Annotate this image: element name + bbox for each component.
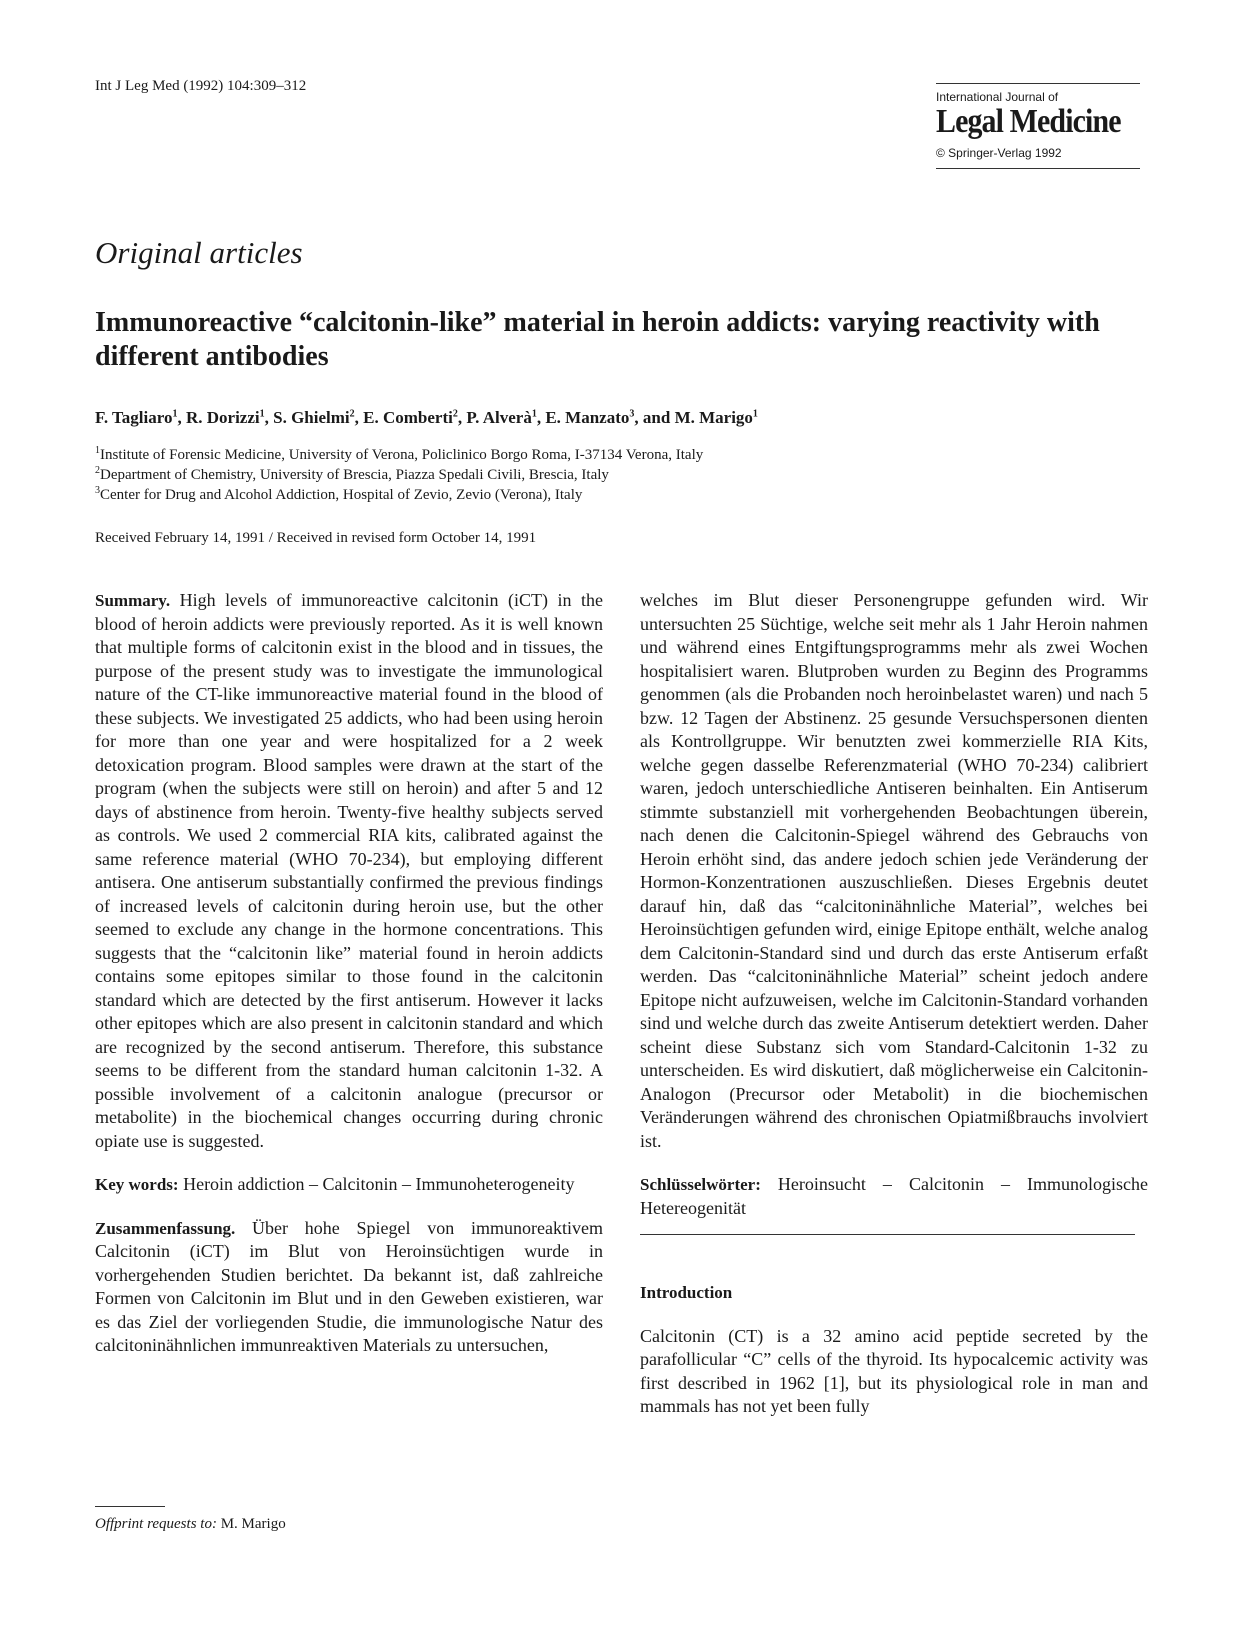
zusammenfassung-label: Zusammenfassung.: [95, 1218, 236, 1238]
affiliation-text: Center for Drug and Alcohol Addiction, Hospital of Zevio, Zevio (Verona), Italy: [100, 487, 583, 503]
author-affiliation-mark: 2: [349, 408, 355, 420]
summary-text: High levels of immunoreactive calcitonin (iCT) in the blood of heroin addicts were previously reported. As it is well known that multiple forms of calcitonin exist in the blood and in tissues, the purpose of the present study was to investigate the immunological nature of the CT-like immunoreactive material found in the blood of these subjects. We investigated 25 addicts, who had been using heroin for more than one year and were hospitalized for a 2 week detoxication program. Blood samples were drawn at the start of the program (when the subjects were still on heroin) and after 5 and 12 days of abstinence from heroin. Twenty-five healthy subjects served as controls. We used 2 commercial RIA kits, calibrated against the same reference material (WHO 70-234), but employing different antisera. One antiserum substantially confirmed the previous findings of increased levels of calcitonin during heroin use, but the other seemed to exclude any change in the hormone concentrations. This suggests that the “calcitonin like” material found in heroin addicts contains some epitopes similar to those found in the calcitonin standard which are detected by the first antiserum. However it lacks other epitopes which are also present in calcitonin standard and which are recognized by the second antiserum. Therefore, this substance seems to be different from the standard human calcitonin 1-32. A possible involvement of a calcitonin analogue (precursor or metabolite) in the biochemical changes occurring during chronic opiate use is suggested.: [95, 590, 603, 1151]
keywords-text: Heroin addiction – Calcitonin – Immunoheterogeneity: [178, 1174, 575, 1194]
author-affiliation-mark: 1: [172, 408, 178, 420]
journal-citation: Int J Leg Med (1992) 104:309–312: [95, 78, 307, 94]
introduction-text: Calcitonin (CT) is a 32 amino acid peptide secreted by the parafollicular “C” cells of the thyroid. Its hypocalcemic activity was first described in 1962 [1], but its physiological role in man and mammals has not yet been fully: [640, 1325, 1148, 1416]
right-column: [640, 589, 1148, 1419]
zusammenfassung-continued: welches im Blut dieser Personengruppe gefunden wird. Wir untersuchten 25 Süchtige, welche seit mehr als 1 Jahr Heroin nahmen und während eines Entgiftungsprogramms mehr als zwei Wochen hospitalisiert waren. Blutproben wurden zu Beginn des Programms genommen (als die Probanden noch heroinbelastet waren) und nach 5 bzw. 12 Tagen der Abstinenz. 25 gesunde Versuchspersonen dienten als Kontrollgruppe. Wir benutzten zwei kommerzielle RIA Kits, welche gegen dasselbe Referenzmaterial (WHO 70-234) calibriert waren, jedoch unterschiedliche Antiseren beinhalten. Ein Antiserum stimmte substanziell mit vorhergehenden Beobachtungen überein, nach denen die Calcitonin-Spiegel während des Gebrauchs von Heroin erhöht sind, das andere jedoch schien jede Veränderung der Hormon-Konzentrationen auszuschließen. Dieses Ergebnis deutet darauf hin, daß das “calcitoninähnliche Material”, welches bei Heroinsüchtigen gefunden wird, einige Epitope enthält, welche analog dem Calcitonin-Standard sind und durch das erste Antiserum erfaßt werden. Das “calcitoninähnliche Material” scheint jedoch andere Epitope nicht aufzuweisen, welche im Calcitonin-Standard vorhanden sind und welche durch das zweite Antiserum detektiert werden. Daher scheint diese Substanz sich vom Standard-Calcitonin 1-32 zu unterscheiden. Es wird diskutiert, daß möglicherweise ein Calcitonin-Analogon (Precursor oder Metabolit) in die biochemischen Veränderungen während des chronischen Opiatmißbrauchs involviert ist.: [640, 590, 1148, 1151]
author-separator: ,: [457, 408, 467, 427]
journal-name: Legal Medicine: [936, 103, 1121, 140]
affiliation-number: 3: [95, 485, 100, 496]
received-dates: Received February 14, 1991 / Received in revised form October 14, 1991: [95, 530, 537, 546]
journal-prefix: International Journal of: [936, 90, 1059, 104]
footnote-text: M. Marigo: [216, 1516, 286, 1532]
section-label: Original articles: [95, 235, 303, 270]
author-separator: ,: [354, 408, 364, 427]
author-affiliation-mark: 1: [752, 408, 758, 420]
author-and: , and: [634, 408, 675, 427]
affiliation-list: [95, 445, 703, 505]
author-list: [95, 408, 758, 428]
copyright-notice: © Springer-Verlag 1992: [936, 146, 1062, 160]
author-name: F. Tagliaro: [95, 408, 173, 427]
affiliation: [95, 485, 703, 505]
zusammenfassung-paragraph: [95, 1217, 603, 1358]
author-name: P. Alverà: [466, 408, 532, 427]
footnote: [95, 1516, 286, 1533]
author-separator: ,: [264, 408, 274, 427]
author-separator: ,: [177, 408, 186, 427]
affiliation-text: Department of Chemistry, University of Brescia, Piazza Spedali Civili, Brescia, Italy: [100, 467, 609, 483]
author-name: E. Comberti: [363, 408, 453, 427]
section-divider: [640, 1234, 1135, 1235]
author-separator: ,: [536, 408, 546, 427]
author-name: R. Dorizzi: [185, 408, 260, 427]
author-name: M. Marigo: [674, 408, 753, 427]
summary-label: Summary.: [95, 591, 171, 610]
affiliation-number: 1: [95, 445, 100, 456]
schluesselwoerter-text: Heroinsucht – Calcitonin – Immunologische Hetereogenität: [640, 1174, 1148, 1218]
left-column: [95, 589, 603, 1358]
affiliation-text: Institute of Forensic Medicine, University of Verona, Policlinico Borgo Roma, I-37134 Verona, Italy: [100, 447, 704, 463]
author-name: E. Manzato: [545, 408, 630, 427]
article-title: Immunoreactive “calcitonin-like” material in heroin addicts: varying reactivity with different antibodies: [95, 307, 1100, 372]
author-affiliation-mark: 1: [531, 408, 537, 420]
affiliation: [95, 445, 703, 465]
schluesselwoerter-label: Schlüsselwörter:: [640, 1175, 761, 1194]
keywords-paragraph: [95, 1173, 603, 1197]
affiliation-number: 2: [95, 465, 100, 476]
author-affiliation-mark: 3: [629, 408, 635, 420]
schluesselwoerter-paragraph: [640, 1173, 1148, 1220]
author-name: S. Ghielmi: [273, 408, 350, 427]
author-affiliation-mark: 2: [452, 408, 458, 420]
introduction-heading: Introduction: [640, 1283, 733, 1302]
keywords-label: Key words:: [95, 1175, 179, 1194]
author-affiliation-mark: 1: [259, 408, 265, 420]
footnote-divider: [95, 1506, 165, 1507]
footnote-label: Offprint requests to:: [95, 1516, 217, 1532]
journal-masthead: [936, 83, 1140, 169]
affiliation: [95, 465, 703, 485]
summary-paragraph: [95, 589, 603, 1153]
zusammenfassung-text-left: Über hohe Spiegel von immunoreaktivem Calcitonin (iCT) im Blut von Heroinsüchtigen wurde in vorhergehenden Studien berichtet. Da bekannt ist, daß zahlreiche Formen von Calcitonin im Blut und in den Geweben existieren, war es das Ziel der vorliegenden Studie, die immunologische Natur des calcitoninähnlichen immunreaktiven Materials zu untersuchen,: [95, 1217, 603, 1355]
